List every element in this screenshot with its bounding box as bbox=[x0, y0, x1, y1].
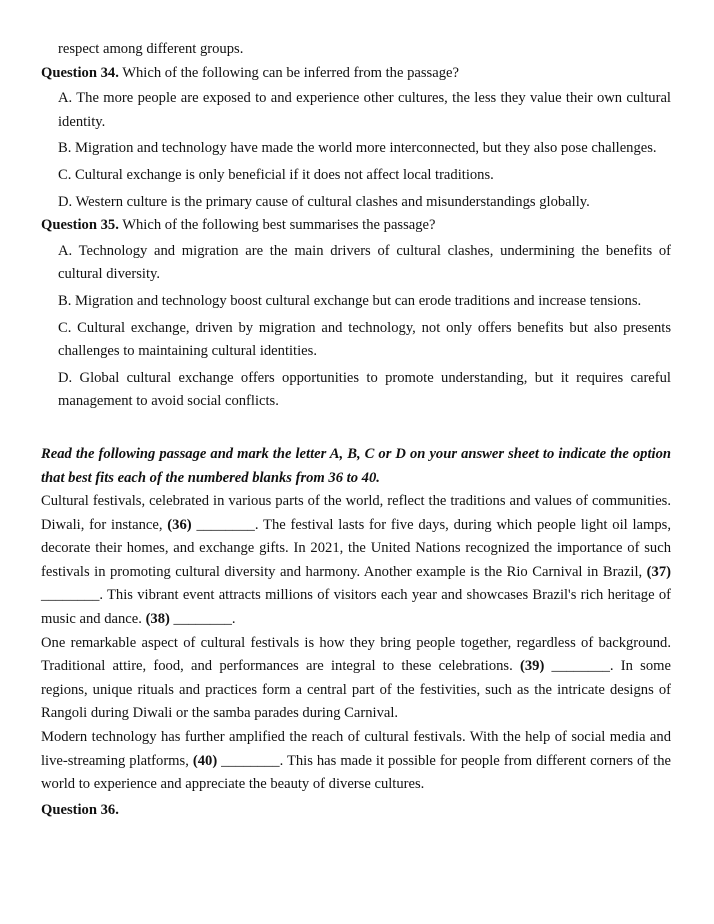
question-35-label: Question 35. bbox=[41, 217, 119, 234]
p1-text-a: Cultural festivals, celebrated in various parts of the world, reflect the traditions and values of communities. Diwali, for instance, bbox=[41, 493, 671, 533]
passage-paragraph-1 bbox=[41, 490, 671, 632]
question-34-text: Which of the following can be inferred from the passage? bbox=[118, 64, 459, 81]
passage-paragraph-2 bbox=[41, 632, 671, 726]
blank-36-number: (36) bbox=[167, 516, 192, 533]
question-34-option-a: A. The more people are exposed to and experience other cultures, the less they value their own cultural identity. bbox=[58, 90, 671, 130]
blank-38-number: (38) bbox=[145, 611, 170, 628]
document-page bbox=[41, 38, 671, 822]
question-35-text: Which of the following best summarises the passage? bbox=[118, 217, 436, 234]
p2-text-a: One remarkable aspect of cultural festivals is how they bring people together, regardless of background. Traditional attire, food, and performances are integral to these celebrations. bbox=[41, 634, 671, 675]
passage-paragraph-3 bbox=[41, 726, 671, 797]
question-35-option-a: A. Technology and migration are the main drivers of cultural clashes, undermining the benefits of cultural diversity. bbox=[58, 242, 671, 283]
question-34-stem bbox=[41, 62, 671, 86]
question-34-option-d: D. Western culture is the primary cause of cultural clashes and misunderstandings globally. bbox=[58, 193, 590, 210]
p2-text-b: . In some regions, unique rituals and practices form a central part of the festivities, such as the intricate designs of Rangoli during Diwali or the samba parades during Carnival. bbox=[41, 658, 671, 722]
passage-instruction: Read the following passage and mark the letter A, B, C or D on your answer sheet to indicate the option that best fits each of the numbered blanks from 36 to 40. bbox=[41, 445, 671, 486]
blank-38: ________ bbox=[169, 611, 232, 628]
question-35 bbox=[41, 214, 671, 414]
blank-39: ________ bbox=[544, 658, 610, 675]
question-35-option-b: B. Migration and technology boost cultural exchange but can erode traditions and increase tensions. bbox=[58, 292, 642, 309]
p1-text-c: . This vibrant event attracts millions of visitors each year and showcases Brazil's rich heritage of music and dance. bbox=[41, 587, 671, 628]
question-36-label-text: Question 36. bbox=[41, 801, 119, 818]
carry-over-text: respect among different groups. bbox=[58, 41, 244, 57]
question-34 bbox=[41, 62, 671, 215]
p1-text-b: . The festival lasts for five days, during which people light oil lamps, decorate their homes, and exchange gifts. In 2021, the United Nations recognized the importance of such festivals in promoting cultural diversity and harmony. Another example is the Rio Carnival in Brazil, bbox=[41, 516, 672, 580]
blank-37-number: (37) bbox=[646, 563, 671, 580]
question-34-label: Question 34. bbox=[41, 64, 119, 81]
p3-text-b: . This has made it possible for people from different corners of the world to experience and appreciate the beauty of diverse cultures. bbox=[41, 752, 671, 793]
p3-text-a: Modern technology has further amplified the reach of cultural festivals. With the help of social media and live-streaming platforms, bbox=[41, 729, 671, 769]
blank-39-number: (39) bbox=[519, 658, 545, 675]
question-34-option-c: C. Cultural exchange is only beneficial if it does not affect local traditions. bbox=[58, 166, 494, 183]
blank-37: ________ bbox=[41, 587, 100, 604]
blank-36: ________ bbox=[191, 516, 255, 533]
blank-40-number: (40) bbox=[192, 752, 218, 769]
question-35-option-d: D. Global cultural exchange offers opportunities to promote understanding, but it requires careful management to avoid social conflicts. bbox=[58, 369, 671, 410]
blank-40: ________ bbox=[217, 752, 280, 769]
question-34-option-b: B. Migration and technology have made the world more interconnected, but they also pose challenges. bbox=[58, 140, 657, 157]
question-36-label bbox=[41, 799, 671, 823]
question-35-stem bbox=[41, 214, 671, 238]
p1-text-d: . bbox=[231, 611, 236, 628]
question-35-option-c: C. Cultural exchange, driven by migration and technology, not only offers benefits but also presents challenges to maintaining cultural identities. bbox=[58, 319, 671, 360]
